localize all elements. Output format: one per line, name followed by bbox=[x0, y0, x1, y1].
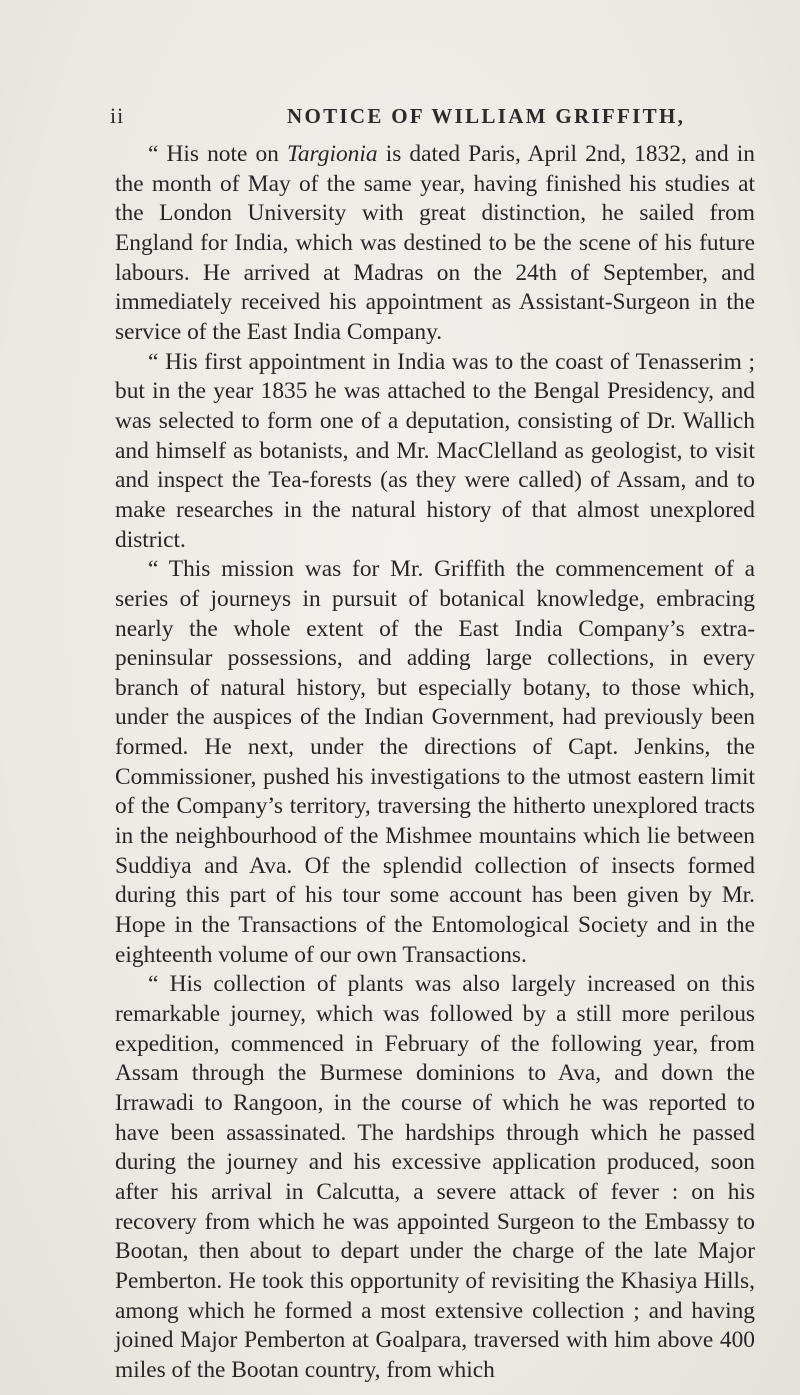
paragraph bbox=[115, 140, 755, 348]
running-head-title: NOTICE OF WILLIAM GRIFFITH, bbox=[287, 104, 686, 128]
running-head bbox=[110, 103, 750, 133]
paragraph-rest: is dated Paris, April 2nd, 1832, and in the month of May of the same year, having finished his studies at the London University with great distinction, he sailed from England for India, which was destined to be the scene of his future labours. He arrived at Madras on the 24th of September, and immediately received his appointment as Assistant-Surgeon in the service of the East India Company. bbox=[115, 141, 755, 345]
paragraph-lead: “ His note on bbox=[148, 141, 287, 167]
page-number: ii bbox=[110, 103, 125, 128]
paragraph bbox=[115, 348, 755, 556]
paragraph-lead: “ His first appointment in India was to the coast of Tenasserim ; but in the year 1835 he was attached to the Bengal Presidency, and was selected to form one of a deputation, consisting of Dr. Wallich and himself as botanists, and Mr. MacClelland as geologist, to visit and inspect the Tea-forests (as they were called) of Assam, and to make researches in the natural history of that almost unexplored district. bbox=[115, 348, 755, 553]
paragraph-italic-term: Targionia bbox=[287, 141, 378, 167]
body-text bbox=[115, 140, 755, 1386]
paragraph-lead: “ This mission was for Mr. Griffith the commencement of a series of journeys in pursuit of botanical knowledge, embracing nearly the whole extent of the East India Company’s extra-peninsular possessions, and adding large collections, in every branch of natural history, but especially botany, to those which, under the auspices of the Indian Government, had previously been formed. He next, under the directions of Capt. Jenkins, the Commissioner, pushed his investigations to the utmost eastern limit of the Company’s territory, traversing the hitherto unexplored tracts in the neighbourhood of the Mishmee mountains which lie between Suddiya and Ava. Of the splendid collection of insects formed during this part of his tour some account has been given by Mr. Hope in the Transactions of the Entomological Society and in the eighteenth volume of our own Transactions. bbox=[115, 556, 755, 968]
paragraph bbox=[115, 970, 755, 1385]
paragraph bbox=[115, 555, 755, 970]
paragraph-lead: “ His collection of plants was also largely increased on this remarkable journey, which was followed by a still more perilous expedition, commenced in February of the following year, from Assam through the Burmese dominions to Ava, and down the Irrawadi to Rangoon, in the course of which he was reported to have been assassinated. The hardships through which he passed during the journey and his excessive application produced, soon after his arrival in Calcutta, a severe attack of fever : on his recovery from which he was appointed Surgeon to the Embassy to Bootan, then about to depart under the charge of the late Major Pemberton. He took this opportunity of revisiting the Khasiya Hills, among which he formed a most extensive collection ; and having joined Major Pemberton at Goalpara, traversed with him above 400 miles of the Bootan country, from which bbox=[115, 971, 755, 1383]
